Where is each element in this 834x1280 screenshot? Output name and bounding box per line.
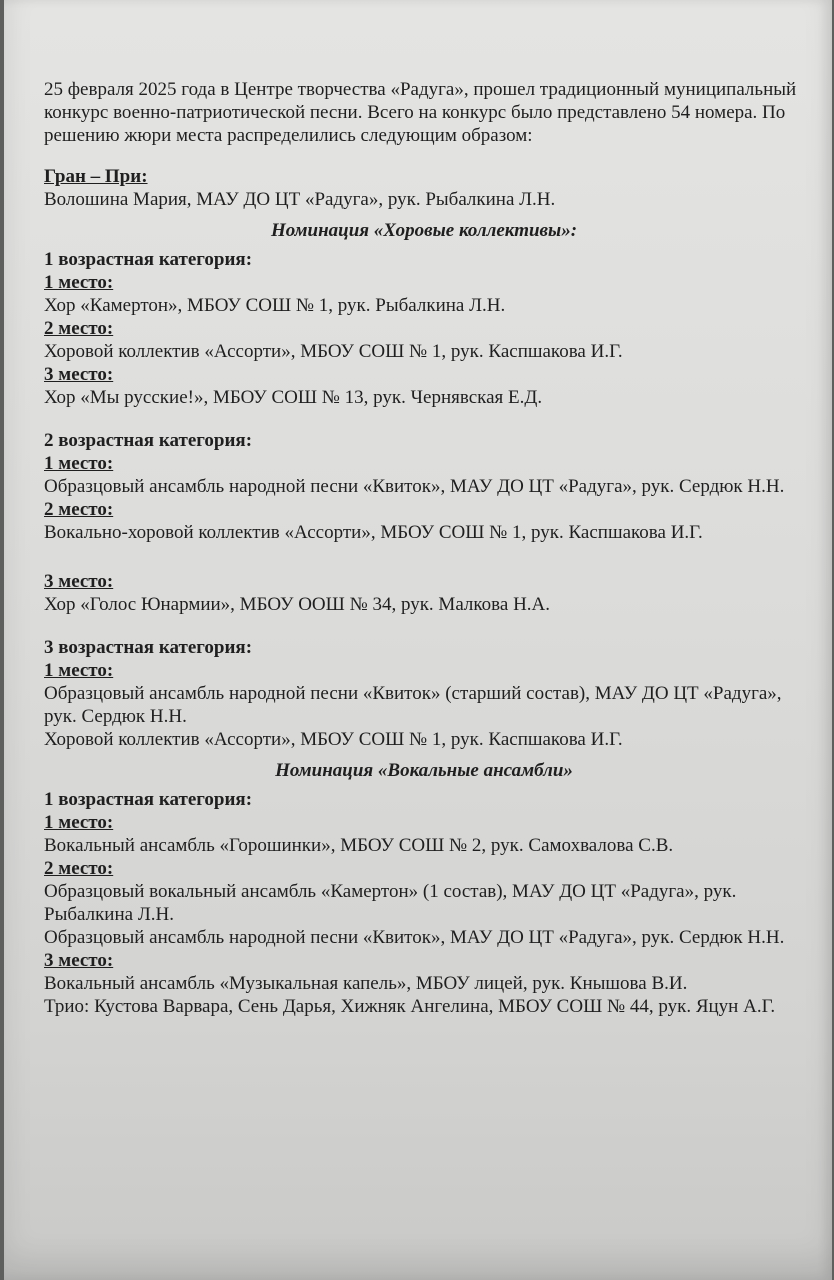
- grand-prix-entry: Волошина Мария, МАУ ДО ЦТ «Радуга», рук. Рыбалкина Л.Н.: [44, 189, 556, 210]
- place-label: 3 место:: [44, 950, 114, 971]
- winner-entry: Вокальный ансамбль «Музыкальная капель», МБОУ лицей, рук. Кнышова В.И.: [44, 973, 688, 994]
- choir-category-3: [44, 636, 804, 751]
- winner-entry: Образцовый вокальный ансамбль «Камертон» (1 состав), МАУ ДО ЦТ «Радуга», рук. Рыбалкина Л.Н.: [44, 881, 737, 925]
- place-label: 2 место:: [44, 318, 114, 339]
- place-label: 2 место:: [44, 858, 114, 879]
- winner-entry: Хор «Голос Юнармии», МБОУ ООШ № 34, рук. Малкова Н.А.: [44, 594, 551, 615]
- choir-category-1: [44, 248, 804, 409]
- place-label: 3 место:: [44, 364, 114, 385]
- category-heading: 1 возрастная категория:: [44, 249, 253, 270]
- choir-nomination-title: Номинация «Хоровые коллективы»:: [270, 220, 578, 241]
- grand-prix-section: [44, 165, 804, 211]
- category-heading: 2 возрастная категория:: [44, 430, 253, 451]
- category-heading: 3 возрастная категория:: [44, 637, 253, 658]
- grand-prix-label: Гран – При:: [44, 166, 148, 187]
- document-body: [44, 78, 804, 1018]
- place-label: 1 место:: [44, 453, 114, 474]
- place-label: 3 место:: [44, 571, 114, 592]
- choir-category-2: [44, 429, 804, 616]
- vocal-nomination-title: Номинация «Вокальные ансамбли»: [275, 760, 573, 781]
- place-label: 2 место:: [44, 499, 114, 520]
- paper-sheet: [4, 0, 832, 1280]
- winner-entry: Хоровой коллектив «Ассорти», МБОУ СОШ № 1, рук. Каспшакова И.Г.: [44, 341, 623, 362]
- intro-paragraph: 25 февраля 2025 года в Центре творчества «Радуга», прошел традиционный муниципальный конкурс военно-патриотической песни. Всего на конкурс было представлено 54 номера. По решению жюри места распределились следующим образом:: [44, 79, 797, 146]
- winner-entry: Вокально-хоровой коллектив «Ассорти», МБОУ СОШ № 1, рук. Каспшакова И.Г.: [44, 522, 703, 543]
- winner-entry: Образцовый ансамбль народной песни «Квиток», МАУ ДО ЦТ «Радуга», рук. Сердюк Н.Н.: [44, 476, 785, 497]
- place-label: 1 место:: [44, 272, 114, 293]
- winner-entry: Образцовый ансамбль народной песни «Квиток» (старший состав), МАУ ДО ЦТ «Радуга», рук. Сердюк Н.Н.: [44, 683, 782, 727]
- winner-entry: Хор «Мы русские!», МБОУ СОШ № 13, рук. Чернявская Е.Д.: [44, 387, 543, 408]
- place-label: 1 место:: [44, 660, 114, 681]
- winner-entry: Трио: Кустова Варвара, Сень Дарья, Хижняк Ангелина, МБОУ СОШ № 44, рук. Яцун А.Г.: [44, 996, 776, 1017]
- place-label: 1 место:: [44, 812, 114, 833]
- winner-entry: Хор «Камертон», МБОУ СОШ № 1, рук. Рыбалкина Л.Н.: [44, 295, 506, 316]
- category-heading: 1 возрастная категория:: [44, 789, 253, 810]
- vocal-category-1: [44, 788, 804, 1018]
- winner-entry: Хоровой коллектив «Ассорти», МБОУ СОШ № 1, рук. Каспшакова И.Г.: [44, 729, 623, 750]
- winner-entry: Образцовый ансамбль народной песни «Квиток», МАУ ДО ЦТ «Радуга», рук. Сердюк Н.Н.: [44, 927, 785, 948]
- winner-entry: Вокальный ансамбль «Горошинки», МБОУ СОШ № 2, рук. Самохвалова С.В.: [44, 835, 674, 856]
